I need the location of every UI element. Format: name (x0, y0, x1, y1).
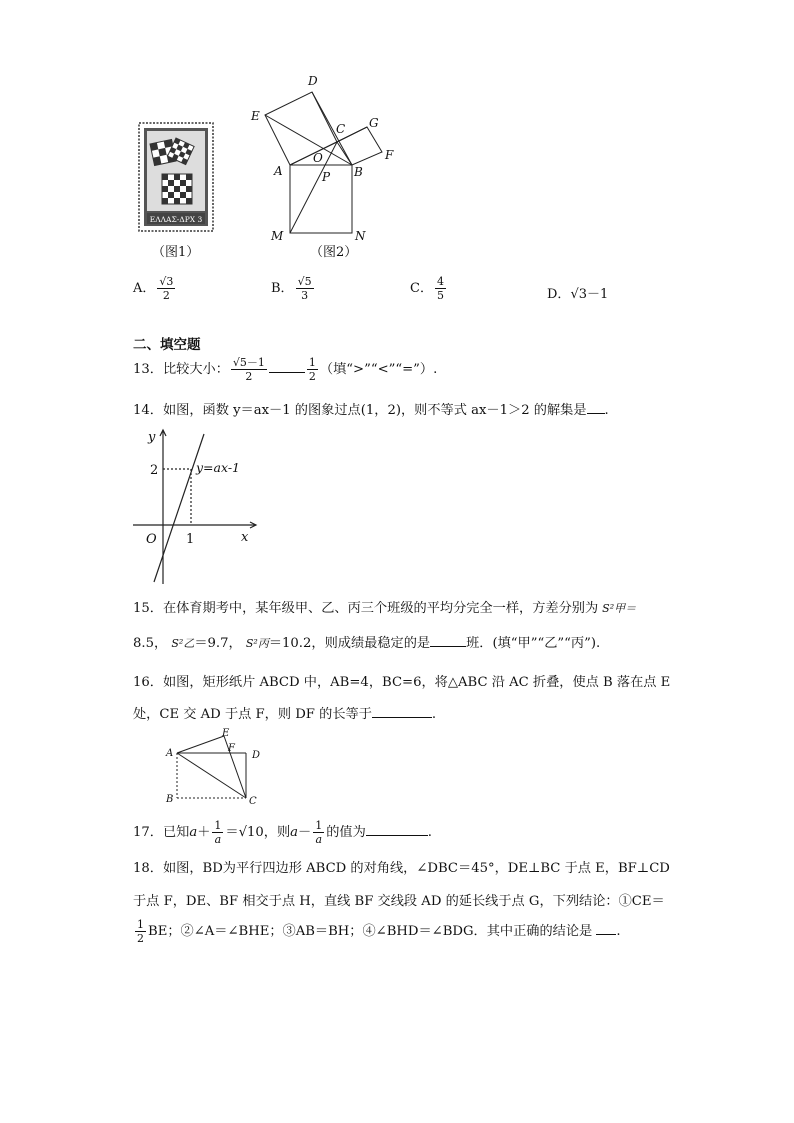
question-18-line3: $\frac{1}{2}$ BE；②∠A＝∠BHE；③AB＝BH；④∠BHD＝∠BDG．其中正确的结论是 . (137, 918, 621, 945)
label-B: B (354, 165, 363, 179)
label-G: G (369, 116, 379, 130)
question-18-line2: 于点 F，DE、BF 相交于点 H，直线 BF 交线段 AD 的延长线于点 G，下列结论：①CE＝ (133, 894, 665, 909)
label-C: C (336, 122, 346, 136)
question-15-line2: 8.5， S²乙＝9.7， S²丙＝10.2，则成绩最稳定的是 班．(填“甲”“乙”“丙”). (133, 636, 601, 651)
label-A: A (274, 164, 283, 178)
graph-y-label: y (148, 430, 156, 445)
label-B: B (166, 794, 174, 805)
section-title: 二、填空题 (133, 337, 201, 353)
question-17: 17．已知a＋ $\frac{1}{a}$ ＝√10，则a－ $\frac{1}{a}$ 的值为 . (133, 819, 432, 846)
graph-tick-2: 2 (150, 463, 159, 478)
question-16-line2: 处，CE 交 AD 于点 F，则 DF 的长等于 . (133, 707, 437, 722)
label-D: D (252, 750, 261, 761)
label-D: D (308, 74, 318, 88)
q16-figure (160, 728, 270, 808)
graph-origin: O (146, 532, 157, 547)
label-E: E (251, 109, 260, 123)
label-F: F (385, 148, 394, 162)
graph-x-label: x (241, 530, 249, 545)
stamp-text: ΕΛΛΑΣ-ΔΡΧ 3 (149, 215, 203, 224)
fig1-caption: （图1） (152, 245, 200, 260)
stamp-figure (138, 122, 214, 232)
fig2-caption: （图2） (310, 245, 358, 260)
label-M: M (271, 229, 284, 242)
label-E: E (222, 728, 230, 739)
label-O: O (313, 151, 323, 165)
pythagoras-figure (245, 70, 405, 242)
option-b: B． $\frac{√5}{3}$ (271, 275, 312, 302)
label-A: A (166, 748, 174, 759)
question-18-line1: 18．如图，BD为平行四边形 ABCD 的对角线，∠DBC＝45°，DE⊥BC 于点 E，BF⊥CD (133, 861, 670, 876)
label-P: P (322, 170, 331, 184)
graph-func-label: y=ax-1 (196, 460, 240, 475)
graph-tick-1: 1 (186, 532, 195, 547)
question-13: 13．比较大小： $\frac{√5-1}{2}$ $\frac{1}{2}$ （填“>”“<”“=”）. (133, 356, 438, 383)
question-16-line1: 16．如图，矩形纸片 ABCD 中，AB=4，BC=6，将△ABC 沿 AC 折叠，使点 B 落在点 E (133, 675, 671, 690)
option-a: A． $\frac{√3}{2}$ (133, 275, 174, 302)
option-d: D．√3－1 (547, 287, 609, 302)
label-N: N (355, 229, 366, 242)
label-C: C (249, 796, 257, 807)
q14-graph (128, 424, 268, 586)
label-F: F (228, 743, 235, 754)
question-14: 14．如图，函数 y＝ax－1 的图象过点(1，2)，则不等式 ax－1＞2 的解集是 . (133, 403, 609, 418)
question-15-line1: 15．在体育期考中，某年级甲、乙、丙三个班级的平均分完全一样，方差分别为 S²甲＝ (133, 601, 637, 616)
option-c: C． $\frac{4}{5}$ (410, 275, 444, 302)
